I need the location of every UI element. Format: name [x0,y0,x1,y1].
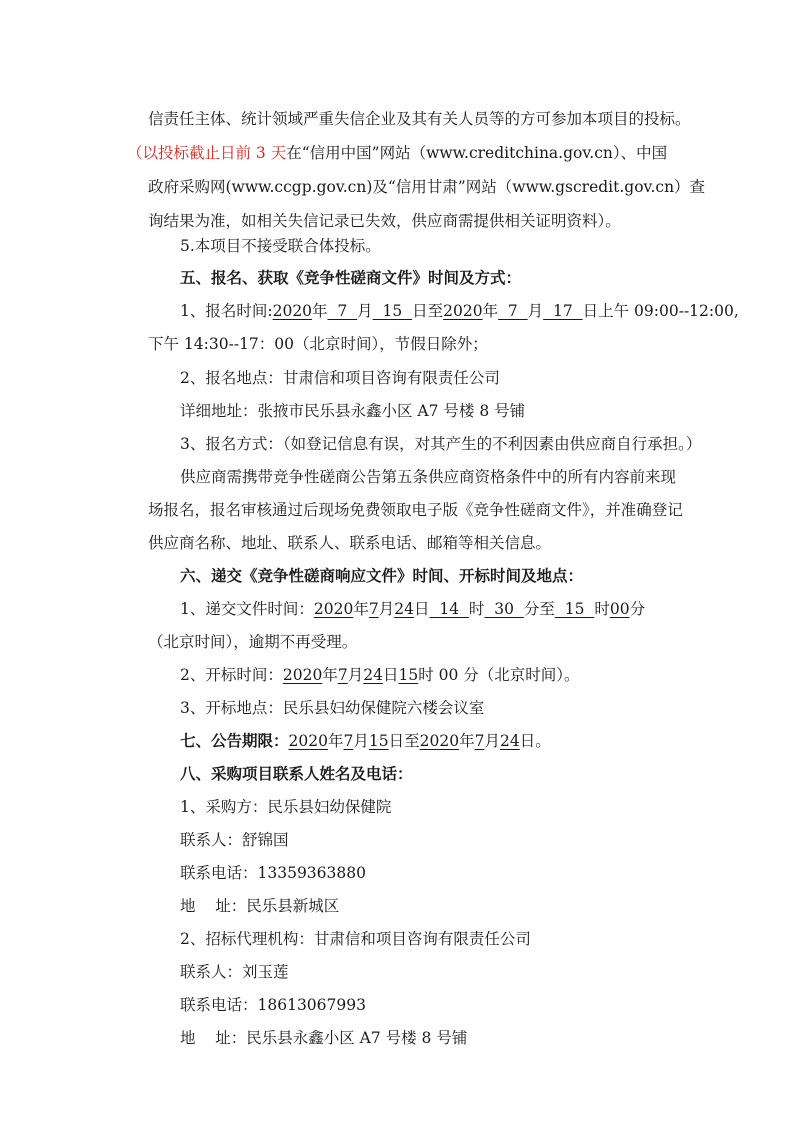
submission-time-line2 [148,632,793,652]
agency-contact [180,962,793,982]
heading: 七、公告期限： [180,731,289,750]
text: 供应商需携带竞争性磋商公告第五条供应商资格条件中的所有内容前来现 [180,468,677,486]
hour: 15 [554,600,595,618]
text: 月 [378,600,395,618]
text: 时 [468,600,485,618]
registration-location [180,368,793,388]
text: 月 [353,732,369,750]
buyer [180,797,793,817]
text: 在“信用中国”网站（www.creditchina.gov.cn）、中国 [286,144,668,162]
text: 详细地址：张掖市民乐县永鑫小区 A7 号楼 8 号铺 [180,402,526,420]
day: 24 [394,600,414,618]
text: 月 [347,666,364,684]
submission-time [180,599,793,619]
text: 5.本项目不接受联合体投标。 [180,237,381,255]
label: 1、递交文件时间： [180,600,314,618]
text: 联系人：舒锦国 [180,831,289,849]
heading: 六、递交《竞争性磋商响应文件》时间、开标时间及地点： [180,566,584,585]
month: 7 [343,732,354,750]
text: 分 [629,600,646,618]
registration-desc-2 [148,500,793,520]
text: 联系电话：13359363880 [180,864,366,882]
year: 2020 [288,732,328,750]
text: 日至 [388,732,420,750]
text: （北京时间），逾期不再受理。 [148,633,358,651]
year: 2020 [313,600,354,618]
text: 地 址：民乐县新城区 [180,897,340,915]
text: 3、报名方式：（如登记信息有误，对其产生的不利因素由供应商自行承担。） [180,435,702,453]
month: 7 [498,302,528,320]
opening-time [180,665,793,685]
agency-phone [180,995,793,1015]
month: 7 [368,600,379,618]
text: 年 [327,732,344,750]
hour: 15 [398,666,419,684]
item5 [180,236,793,256]
opening-location [180,698,793,718]
heading: 八、采购项目联系人姓名及电话： [180,764,413,783]
text: 日。 [519,732,551,750]
text: 年 [353,600,369,618]
registration-time-line2 [148,334,793,354]
label: 2、开标时间： [180,666,283,684]
text: 日 [382,666,399,684]
minute: 00 [609,600,630,618]
registration-method [180,434,793,454]
section8-heading [180,764,793,784]
para1-line1 [148,109,793,129]
buyer-address [180,896,793,916]
hour: 14 [429,600,469,618]
agency-address [180,1028,793,1048]
year: 2020 [443,302,483,320]
registration-desc-3 [148,533,793,553]
month: 7 [337,666,348,684]
day: 24 [363,666,383,684]
text: 年 [322,666,338,684]
text: 联系电话：18613067993 [180,996,366,1014]
para1-line3 [148,177,793,197]
day: 15 [372,302,413,320]
announcement-period [180,731,793,751]
text: 2、报名地点：甘肃信和项目咨询有限责任公司 [180,369,500,387]
text: 年 [459,732,475,750]
text: 月 [357,302,373,320]
text: 年 [312,302,328,320]
buyer-contact [180,830,793,850]
month: 7 [327,302,358,320]
text: 3、开标地点：民乐县妇幼保健院六楼会议室 [180,699,485,717]
text: 供应商名称、地址、联系人、联系电话、邮箱等相关信息。 [148,534,552,552]
registration-address [180,401,793,421]
label: 1、报名时间: [180,302,273,320]
red-notice: （以投标截止日前 3 天 [127,144,287,162]
text: 日 [413,600,430,618]
text: 政府采购网(www.ccgp.gov.cn)及“信用甘肃”网站（www.gscredit.gov.cn）查 [148,178,706,196]
buyer-phone [180,863,793,883]
para1-line4 [148,211,793,231]
text: 询结果为准，如相关失信记录已失效，供应商需提供相关证明资料）。 [148,212,621,230]
text: 日至 [412,302,444,320]
text: 年 [482,302,499,320]
day: 15 [368,732,389,750]
day: 17 [543,302,583,320]
text: 分至 [523,600,555,618]
year: 2020 [272,302,313,320]
text: 时 00 分（北京时间）。 [418,666,580,684]
text: 时 [594,600,610,618]
text: 月 [527,302,544,320]
heading: 五、报名、获取《竞争性磋商文件》时间及方式： [180,268,522,287]
year: 2020 [419,732,460,750]
registration-desc-1 [180,467,793,487]
agency [180,929,793,949]
minute: 30 [484,600,524,618]
text: 1、采购方：民乐县妇幼保健院 [180,798,392,816]
text: 下午 14:30--17：00（北京时间），节假日除外； [148,335,488,353]
text: 月 [484,732,500,750]
text: 日上午 09:00--12:00, [582,302,739,320]
text: 2、招标代理机构：甘肃信和项目咨询有限责任公司 [180,930,531,948]
day: 24 [499,732,520,750]
text: 联系人：刘玉莲 [180,963,289,981]
text: 场报名，报名审核通过后现场免费领取电子版《竞争性磋商文件》，并准确登记 [148,501,683,519]
para1-line2 [127,143,793,163]
year: 2020 [282,666,323,684]
text: 地 址：民乐县永鑫小区 A7 号楼 8 号铺 [180,1029,468,1047]
section6-heading [180,566,793,586]
month: 7 [474,732,485,750]
registration-time [180,301,793,321]
text: 信责任主体、统计领域严重失信企业及其有关人员等的方可参加本项目的投标。 [148,110,691,128]
section5-heading [180,268,793,288]
